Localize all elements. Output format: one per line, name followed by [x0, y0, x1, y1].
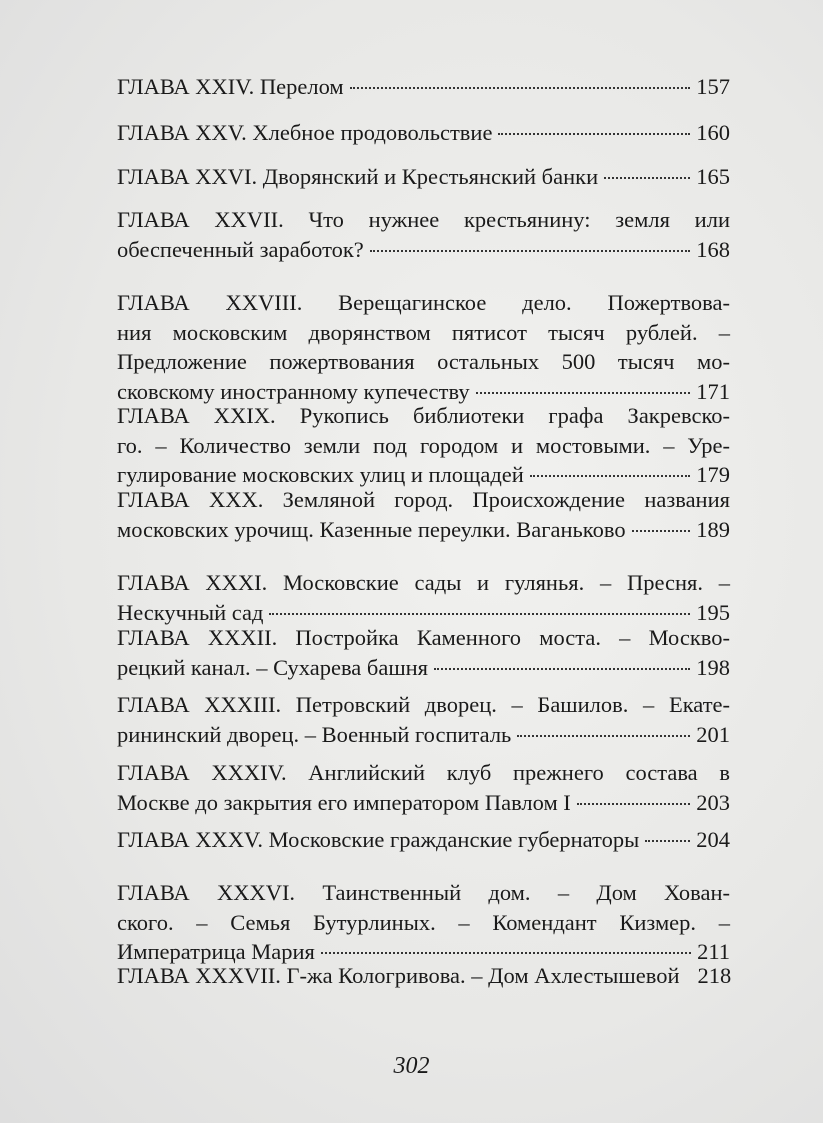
toc-entry — [117, 485, 730, 544]
toc-entry — [117, 568, 730, 627]
dot-leader — [645, 840, 690, 842]
toc-page-number: 157 — [696, 74, 730, 99]
toc-page-number: 218 — [697, 963, 732, 988]
toc-entry-last-line — [117, 235, 730, 265]
toc-entry — [117, 878, 730, 967]
toc-page-number: 168 — [696, 236, 730, 262]
dot-leader — [370, 250, 690, 252]
toc-entry-last-line — [117, 515, 730, 545]
dot-leader — [350, 87, 691, 89]
toc-entry-line: ГЛАВА XXXIII. Петровский дворец. – Башилов. – Екате- — [117, 692, 730, 717]
toc-page-number: 203 — [696, 789, 730, 815]
dot-leader — [434, 668, 690, 670]
toc-entry-title: ГЛАВА XXXV. Московские гражданские губернаторы — [117, 827, 640, 852]
toc-entry-line: ГЛАВА XXXII. Постройка Каменного моста. – Москво- — [117, 625, 730, 650]
toc-entry-line: ГЛАВА XXVIII. Верещагинское дело. Пожертвова- — [117, 290, 730, 315]
toc-page-number: 165 — [696, 164, 730, 189]
page-number-footer: 302 — [393, 1053, 430, 1079]
toc-page-number: 201 — [696, 721, 730, 747]
toc-entry — [117, 825, 730, 855]
toc-entry-title: Нескучный сад — [117, 599, 264, 625]
toc-entry — [117, 162, 730, 192]
dot-leader — [604, 177, 690, 179]
toc-entry-line: ГЛАВА XXX. Земляной город. Происхождение названия — [117, 487, 730, 512]
toc-page-number: 179 — [696, 462, 730, 487]
dot-leader — [530, 475, 690, 477]
toc-entry-line: Предложение пожертвования остальных 500 тысяч мо- — [117, 349, 730, 374]
toc-entry-line: го. – Количество земли под городом и мостовыми. – Уре- — [117, 432, 730, 458]
toc-entry — [117, 118, 730, 148]
toc-entry — [117, 72, 730, 102]
toc-entry-title: гулирование московских улиц и площадей — [117, 462, 524, 487]
toc-page-number: 189 — [696, 516, 730, 542]
toc-page-number: 171 — [696, 378, 730, 404]
dot-leader — [577, 803, 690, 805]
toc-entry-line: ГЛАВА XXXIV. Английский клуб прежнего состава в — [117, 760, 730, 785]
toc-entry — [117, 401, 730, 490]
dot-leader — [632, 530, 691, 532]
toc-entry-title: рининский дворец. – Военный госпиталь — [117, 721, 512, 747]
toc-entry-line: ния московским дворянством пятисот тысяч рублей. – — [117, 319, 730, 345]
toc-entry — [117, 758, 730, 817]
toc-entry-title: Императрица Мария — [117, 939, 315, 964]
toc-entry — [117, 205, 730, 264]
toc-entry-line: ГЛАВА XXIX. Рукопись библиотеки графа Закревско- — [117, 403, 730, 428]
toc-entry-title: обеспеченный заработок? — [117, 236, 364, 262]
toc-entry-last-line — [117, 825, 730, 855]
toc-page-number: 204 — [696, 827, 730, 852]
toc-entry-last-line — [117, 720, 730, 750]
toc-page-number: 195 — [696, 599, 730, 625]
dot-leader — [476, 392, 691, 394]
toc-page-number: 198 — [696, 654, 730, 680]
toc-entry-title: московских урочищ. Казенные переулки. Ваганьково — [117, 516, 626, 542]
toc-entry-last-line — [117, 653, 730, 683]
toc-entry — [117, 623, 730, 682]
toc-entry-title: ГЛАВА XXV. Хлебное продовольствие — [117, 120, 493, 145]
toc-entry-line: ГЛАВА XXXI. Московские сады и гулянья. – Пресня. – — [117, 570, 730, 595]
toc-page-number: 160 — [696, 120, 730, 145]
toc-entry-title: ГЛАВА XXVI. Дворянский и Крестьянский банки — [117, 164, 599, 189]
toc-entry — [117, 690, 730, 749]
toc-entry-line: ГЛАВА XXVII. Что нужнее крестьянину: земля или — [117, 207, 730, 232]
toc-entry — [117, 288, 730, 406]
toc-page-number: 211 — [697, 939, 730, 964]
toc-entry-last-line — [117, 72, 730, 102]
dot-leader — [269, 613, 690, 615]
toc-entry-title: рецкий канал. – Сухарева башня — [117, 654, 429, 680]
toc-entry — [117, 961, 730, 991]
dot-leader — [498, 133, 690, 135]
toc-entry-line: ГЛАВА XXXVI. Таинственный дом. – Дом Хован- — [117, 880, 730, 905]
dot-leader — [517, 735, 690, 737]
toc-entry-title: ГЛАВА XXIV. Перелом — [117, 74, 344, 99]
toc-entry-last-line — [117, 788, 730, 818]
toc-entry-line: ского. – Семья Бутурлиных. – Комендант Кизмер. – — [117, 909, 730, 935]
toc-entry-title: Москве до закрытия его императором Павлом I — [117, 789, 571, 815]
toc-entry-last-line — [117, 961, 730, 991]
toc-entry-last-line — [117, 118, 730, 148]
dot-leader — [321, 952, 691, 954]
toc-entry-title: сковскому иностранному купечеству — [117, 378, 470, 404]
toc-entry-last-line — [117, 162, 730, 192]
toc-entry-title: ГЛАВА XXXVII. Г-жа Кологривова. – Дом Ахлестышевой — [117, 963, 680, 988]
